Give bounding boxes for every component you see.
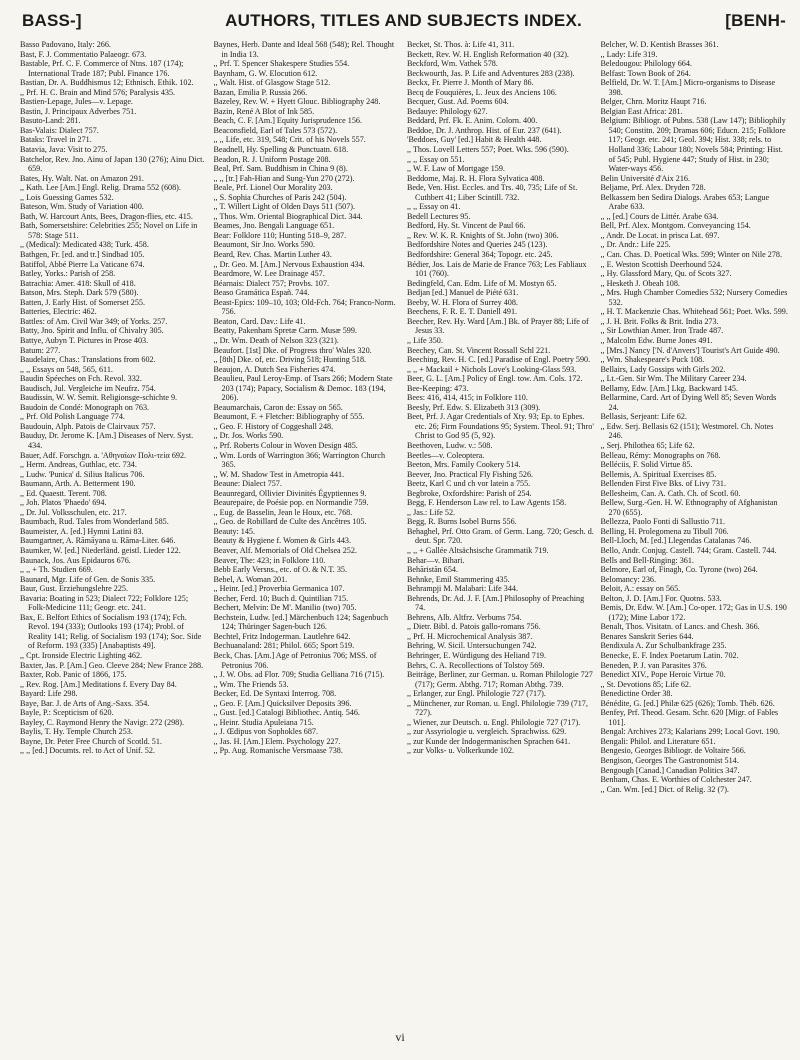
index-entry: ,, Wm. Shakespeare's Puck 108. xyxy=(600,355,705,365)
index-entry: Basuto-Land: 281. xyxy=(20,116,81,126)
header-title: AUTHORS, TITLES AND SUBJECTS INDEX. xyxy=(225,11,582,30)
index-entry: Baudisch, Jul. Vergleiche im Neufrz. 754. xyxy=(20,383,156,393)
index-entry: Bataks: Travel in 271. xyxy=(20,135,92,145)
index-entry: Batchelor, Rev. Jno. Ainu of Japan 130 (276); Ainu Dict. 659. xyxy=(20,154,205,174)
index-entry: ,, ,, [ed.] Cours de Littér. Arabe 634. xyxy=(600,211,719,221)
index-entry: ,, Dr. Jos. Works 590. xyxy=(213,431,284,441)
index-entry: Bayle, P.: Scepticism of 620. xyxy=(20,708,114,718)
index-entry: Begg, R. Burns Isobel Burns 556. xyxy=(407,517,517,527)
index-entry: Bavaria: Boating in 523; Dialect 722; Folklore 125; Folk-Medicine 111; Geogr. etc. 241. xyxy=(20,593,189,613)
index-entry: Bastien-Lepage, Jules—v. Lepage. xyxy=(20,97,133,107)
index-entry: Bedford, Hy. St. Vincent de Paul 66. xyxy=(407,221,526,231)
index-entry: Beecher, Rev. Hy. Ward [Am.] Bk. of Prayer 88; Life of Jesus 33. xyxy=(407,316,589,336)
index-entry: Beard, Rev. Chas. Martin Luther 43. xyxy=(213,250,332,260)
index-entry: Bee-Keeping: 473. xyxy=(407,383,469,393)
index-entry: Becquer, Gust. Ad. Poems 604. xyxy=(407,97,509,107)
index-entry: ,, S. Sophia Churches of Paris 242 (504). xyxy=(213,192,347,202)
index-entry: Beledougou: Philology 664. xyxy=(600,59,692,69)
index-entry: Behāristān 654. xyxy=(407,565,458,575)
index-entry: ,, Prf. Roberts Colour in Woven Design 485. xyxy=(213,440,358,450)
index-entry: ,, Lt.-Gen. Sir Wm. The Military Career 234. xyxy=(600,374,747,384)
index-entry: ,, Edw. Serj. Bellasis 62 (151); Westmorel. Ch. Notes 246. xyxy=(600,421,774,441)
index-entry: ,, Serj. Philothea 65; Life 62. xyxy=(600,440,695,450)
index-entry: Bazeley, Rev. W. + Hyett Glouc. Bibliography 248. xyxy=(213,97,381,107)
index-entry: Beiträge, Berliner, zur German. u. Roman Philologie 727 (717); Germ. Abthg. 717; Roman Abthg. 739. xyxy=(407,670,593,689)
index-entry: Begg, F. Henderson Law rel. to Law Agents 158. xyxy=(407,498,567,508)
index-entry: ,, Can. Wm. [ed.] Dict. of Relig. 32 (7). xyxy=(600,784,729,794)
index-entry: ,, Eug. de Basselin, Jean le Houx, etc. 768. xyxy=(213,507,353,517)
index-entry: Beever, Jno. Practical Fly Fishing 526. xyxy=(407,469,534,479)
index-entry: Behrs, C. A. Recollections of Tolstoy 569. xyxy=(407,660,545,670)
index-entry: Benecke, E. F. Index Poetarum Latin. 702. xyxy=(600,651,739,660)
index-entry: Bastin, J. Principaux Adverbes 751. xyxy=(20,106,137,116)
index-entry: Belcher, W. D. Kentish Brasses 361. xyxy=(600,40,719,49)
index-entry: ,, Ed. Quaestt. Terent. 708. xyxy=(20,488,107,498)
index-entry: Behaghel, Prf. Otto Gram. of Germ. Lang. 720; Gesch. d. deut. Spr. 720. xyxy=(407,526,594,546)
index-entry: ,, Geo. de Robillard de Culte des Ancêtres 105. xyxy=(213,517,367,527)
index-entry: Belmore, Earl of, Finagh, Co. Tyrone (two) 264. xyxy=(600,565,758,575)
index-column-4 xyxy=(601,40,789,1025)
index-entry: Baumbach, Rud. Tales from Wonderland 585. xyxy=(20,517,169,527)
index-entry: Bayard: Life 298. xyxy=(20,689,78,699)
index-entry: Baxter, Rob. Panic of 1866, 175. xyxy=(20,670,127,680)
index-entry: Bellemis, A. Spiritual Exercises 85. xyxy=(600,469,717,479)
index-entry: ,, Walt. Hist. of Glasgow Stage 512. xyxy=(213,78,331,88)
index-entry: ,, ,, [tr.] Fah-Hian and Sung-Yun 270 (272). xyxy=(213,173,355,183)
index-entry: ,, Cpt. Ironside Electric Lighting 462. xyxy=(20,651,143,660)
index-entry: ,, zur Assyriologie u. vergleich. Sprachwiss. 629. xyxy=(407,727,567,737)
index-entry: ,, Dr. Geo. M. [Am.] Nervous Exhaustion 434. xyxy=(213,259,365,269)
index-entry: Batley, Yorks.: Parish of 258. xyxy=(20,269,116,279)
index-entry: ,, Dr. Andr.: Life 225. xyxy=(600,240,671,250)
index-entry: ,, ,, + Gallée Altsächsische Grammatik 719. xyxy=(407,545,549,555)
index-entry: Bazin, René A Blot of Ink 585. xyxy=(213,106,315,116)
index-column-3 xyxy=(407,40,595,1025)
index-entry: Beaver, Alf. Memorials of Old Chelsea 252. xyxy=(213,545,357,555)
index-entry: Bas-Valais: Dialect 757. xyxy=(20,125,99,135)
index-entry: Bellew, Surg.-Gen. H. W. Ethnography of Afghanistan 270 (655). xyxy=(600,498,778,517)
index-entry: Batiffol, Abbé Pierre La Vaticane 674. xyxy=(20,259,145,269)
index-entry: Bauduy, Dr. Jerome K. [Am.] Diseases of Nerv. Syst. 434. xyxy=(20,431,194,450)
index-entry: Beet, Prf. J. Agar Credentials of Xty. 93; Ep. to Ephes. etc. 26; Firm Foundations 95; System. Theol. 91; Thro' Christ to God 95 (5, 92). xyxy=(407,412,594,441)
index-entry: Battles: of Am. Civil War 349; of Yorks. 257. xyxy=(20,316,168,326)
index-entry: Beardmore, W. Lee Drainage 457. xyxy=(213,269,325,279)
index-entry: Bendixula A. Zur Schulbankfrage 235. xyxy=(600,641,727,651)
index-entry: ,, Rev. Rog. [Am.] Meditations f. Every Day 84. xyxy=(20,679,177,689)
index-entry: Baudouin, Alph. Patois de Clairvaux 757. xyxy=(20,421,156,431)
index-entry: Belomancy: 236. xyxy=(600,574,657,584)
index-entry: ,, ,, Essay on 551. xyxy=(407,154,465,164)
index-entry: Bellenden First Five Bks. of Livy 731. xyxy=(600,479,726,489)
index-entry: Beaso Gramática Españ. 744. xyxy=(213,288,310,298)
index-entry: Baudelaire, Chas.: Translations from 602. xyxy=(20,355,156,365)
index-entry: Bath, W. Harcourt Ants, Bees, Dragon-flies, etc. 415. xyxy=(20,211,193,221)
index-entry: ,, Geo. F. [Am.] Quicksilver Deposits 396. xyxy=(213,698,352,708)
index-entry: Beauty & Hygiene f. Women & Girls 443. xyxy=(213,536,352,546)
index-entry: ,, Münchener, zur Roman. u. Engl. Philologie 739 (717, 727). xyxy=(407,698,588,718)
index-entry: Batteries, Electric: 462. xyxy=(20,307,97,317)
index-entry: ,, J. W. Obs. ad Flor. 709; Studia Gelliana 716 (715). xyxy=(213,670,385,680)
index-entry: ,, Prf. T. Spencer Shakespere Studies 554. xyxy=(213,59,350,69)
index-columns xyxy=(20,40,788,1025)
index-entry: ,, Wiener, zur Deutsch. u. Engl. Philologie 727 (717). xyxy=(407,717,581,727)
index-entry: Behnke, Emil Stammering 435. xyxy=(407,574,510,584)
index-entry: ,, Hy. Glassford Mary, Qu. of Scots 327. xyxy=(600,269,732,279)
index-entry: ,, H. T. Mackenzie Chas. Whitehead 561; Poet. Wks. 599. xyxy=(600,307,788,317)
index-entry: Beaumont, F. + Fletcher: Bibliography of 555. xyxy=(213,412,365,422)
index-entry: Bello, Andr. Conjug. Castell. 744; Gram. Castell. 744. xyxy=(600,545,777,555)
index-entry: ,, ,, Essay on 41. xyxy=(407,202,461,212)
index-entry: Begbroke, Oxfordshire: Parish of 254. xyxy=(407,488,532,498)
index-entry: Belger, Chrn. Moritz Haupt 716. xyxy=(600,97,707,107)
index-entry: Bellairs, Lady Gossips with Girls 202. xyxy=(600,364,726,374)
index-entry: Beaune: Dialect 757. xyxy=(213,479,282,489)
index-entry: Baudoin de Condé: Monograph on 763. xyxy=(20,402,150,412)
index-entry: ,, Lois Guessing Games 532. xyxy=(20,192,114,202)
index-entry: ,, Gust. [ed.] Catalogi Bibliothec. Antiq. 546. xyxy=(213,708,360,718)
index-entry: ,, Heinr. [ed.] Proverbia Germanica 107. xyxy=(213,584,345,594)
index-entry: ,, (Medical): Medicated 438; Turk. 458. xyxy=(20,240,149,250)
index-entry: Beauty: 145. xyxy=(213,526,256,536)
index-entry: Beechey, Can. St. Vincent Rossall Schl 221. xyxy=(407,345,551,355)
index-entry: Bechtel, Fritz Indogerman. Lautlehre 642. xyxy=(213,631,351,641)
index-entry: Bear: Folklore 110; Hunting 518–9, 287. xyxy=(213,230,347,240)
index-entry: Baumker, W. [ed.] Niederländ. geistl. Lieder 122. xyxy=(20,545,181,555)
index-entry: Behrends, Dr. Ad. J. F. [Am.] Philosophy of Preaching 74. xyxy=(407,593,585,613)
index-entry: Belin Université d'Aix 216. xyxy=(600,173,690,183)
header-right-range: [BENH- xyxy=(725,11,786,30)
index-entry: Bengison, Georges The Gastronomist 514. xyxy=(600,756,739,766)
index-entry: Bath, Somersetshire: Celebrities 255; Novel on Life in 578: Stage 511. xyxy=(20,221,198,240)
header-left-range: BASS-] xyxy=(22,11,82,30)
index-entry: Bedauye: Philology 627. xyxy=(407,106,488,116)
index-entry: Béarnais: Dialect 757; Provbs. 107. xyxy=(213,278,330,288)
index-entry: ,, Sir Lowthian Amer. Iron Trade 487. xyxy=(600,326,724,336)
index-entry: ,, Malcolm Edw. Burne Jones 491. xyxy=(600,335,713,345)
index-entry: Baunard, Mgr. Life of Gen. de Sonis 335. xyxy=(20,574,156,584)
index-entry: Bax, E. Belfort Ethics of Socialism 193 (174); Fch. Revol. 194 (333); Outlooks 193 (174); Probl. of Reality 141; Relig. of Socialism 193 (174); Soc. Side of Reform. 193 (335) [Anabaptists 49]. xyxy=(20,612,202,651)
index-entry: Baudin Spéeches on Fch. Revol. 332. xyxy=(20,374,142,384)
index-entry: ,, ,, + Mackail + Nichols Love's Looking-Glass 593. xyxy=(407,364,577,374)
index-entry: Beloit, A.: essay on 565. xyxy=(600,584,681,594)
index-entry: Batum: 277. xyxy=(20,345,61,355)
index-entry: Benalt, Thos. Visitatn. of Lancs. and Chesh. 366. xyxy=(600,622,760,632)
index-entry: ,, Wm. The Friends 53. xyxy=(213,679,289,689)
index-entry: ,, Mrs. Hugh Chamber Comedies 532; Nursery Comedies 532. xyxy=(600,288,788,307)
index-entry: Baumann, Arth. A. Betterment 190. xyxy=(20,479,136,489)
index-entry: Bastable, Prf. C. F. Commerce of Ntns. 187 (174); International Trade 187; Publ. Finance 176. xyxy=(20,59,184,78)
index-entry: Beaconsfield, Earl of Tales 573 (572). xyxy=(213,125,338,135)
index-entry: Behringer, E. Würdigung des Heliand 719. xyxy=(407,651,546,660)
index-entry: Baunack, Jos. Aus Epidauros 676. xyxy=(20,555,131,565)
index-entry: Beddoe, Dr. J. Anthrop. Hist. of Eur. 237 (641). xyxy=(407,125,562,135)
index-entry: ,, W. M. Shadow Test in Ametropia 441. xyxy=(213,469,345,479)
index-entry: Beaumarchais, Caron de: Essay on 565. xyxy=(213,402,343,412)
index-entry: Bell-Lloch, M. [ed.] Llegendas Catalanas 746. xyxy=(600,536,752,546)
index-entry: Batson, Mrs. Steph. Dark 579 (580). xyxy=(20,288,139,298)
index-entry: ,, Herm. Andreas, Guthlac, etc. 734. xyxy=(20,460,137,470)
index-entry: Becket, St. Thos. à: Life 41, 311. xyxy=(407,40,515,49)
index-entry: Benedict XIV., Pope Heroic Virtue 70. xyxy=(600,670,726,680)
index-entry: ,, Wm. Lords of Warrington 366; Warrington Church 365. xyxy=(213,450,386,470)
index-entry: Behrens, Alb. Altfrz. Verbums 754. xyxy=(407,612,522,622)
index-entry: Battye, Aubyn T. Pictures in Prose 403. xyxy=(20,335,149,345)
index-entry: Benham, Chas. E. Worthies of Colchester 247. xyxy=(600,775,752,785)
index-entry: Bells and Bell-Ringing: 361. xyxy=(600,555,694,565)
index-entry: Beaurepaire, de Poésie pop. en Normandie 759. xyxy=(213,498,369,508)
index-entry: ,, W. F. Law of Mortgage 159. xyxy=(407,164,505,174)
index-entry: Bechert, Melvin: De M'. Manilio (two) 705. xyxy=(213,603,357,613)
index-entry: Belkassem ben Sedira Dialogs. Arabes 653; Langue Arabe 633. xyxy=(600,192,770,212)
index-entry: Bateson, Wm. Study of Variation 400. xyxy=(20,202,144,212)
index-entry: Bengali: Philol. and Literature 651. xyxy=(600,736,716,746)
index-entry: Bengough [Canad.] Canadian Politics 347. xyxy=(600,765,740,775)
index-entry: Bedjan [ed.] Manuel de Piété 631. xyxy=(407,288,519,298)
index-entry: Batten, J. Early Hist. of Somerset 255. xyxy=(20,297,146,307)
index-entry: Batavia, Java: Visit to 275. xyxy=(20,145,108,155)
index-entry: Baynes, Herb. Dante and Ideal 568 (548); Rel. Thought in India 13. xyxy=(213,40,395,59)
index-column-1 xyxy=(20,40,208,1025)
index-entry: Benares Sanskrit Series 644. xyxy=(600,631,694,641)
index-entry: Beckford, Wm. Vathek 578. xyxy=(407,59,498,69)
index-entry: ,, Ludw. 'Punica' d. Silius Italicus 706. xyxy=(20,469,145,479)
index-entry: Beechens, F. R. E. T. Daniell 491. xyxy=(407,307,518,317)
index-entry: ,, Hesketh J. Obeah 108. xyxy=(600,278,680,288)
index-entry: Beal, Prf. Sam. Buddhism in China 9 (8). xyxy=(213,164,348,174)
index-entry: Becker, Ed. De Syntaxi Interrog. 708. xyxy=(213,689,337,699)
index-entry: ,, St. Devotions 85; Life 62. xyxy=(600,679,691,689)
index-entry: Belléciis, F. Solid Virtue 85. xyxy=(600,460,693,470)
index-entry: Beeby, W. H. Flora of Surrey 408. xyxy=(407,297,518,307)
index-entry: Bechuanaland: 281; Philol. 665; Sport 519. xyxy=(213,641,355,651)
index-entry: ,, Dietr. Bibl. d. Patois gallo-romans 756. xyxy=(407,622,541,632)
index-entry: Bazan, Emilia P. Russia 266. xyxy=(213,87,308,97)
index-entry: ,, Geo. F. History of Coggeshall 248. xyxy=(213,421,334,431)
index-entry: ,, ,, Life, etc. 319, 548; Crit. of his Novels 557. xyxy=(213,135,366,145)
index-entry: Bedell Lectures 95. xyxy=(407,211,471,221)
page-header xyxy=(22,6,786,36)
index-entry: Bebel, A. Woman 201. xyxy=(213,574,288,584)
index-entry: Beddard, Prf. Fk. E. Anim. Colorn. 400. xyxy=(407,116,538,126)
index-entry: Beadnell, Hy. Spelling & Punctuatn. 618. xyxy=(213,145,349,155)
index-entry: Bellamy, Edw. [Am.] Lkg. Backward 145. xyxy=(600,383,738,393)
index-entry: Bayley, C. Raymond Henry the Navigr. 272 (298). xyxy=(20,717,184,727)
index-entry: Baxter, Jas. P. [Am.] Geo. Cleeve 284; New France 288. xyxy=(20,660,204,670)
index-entry: ,, J. H. Brit. Folks & Brit. India 273. xyxy=(600,316,719,326)
index-entry: ,, Can. Chas. D. Poetical Wks. 599; Winter on Nile 278. xyxy=(600,250,782,260)
index-entry: Beetles—v. Coleoptera. xyxy=(407,450,485,460)
index-entry: Beast-Epics: 109–10, 103; Old-Fch. 764; Franco-Norm. 756. xyxy=(213,297,396,317)
page-number: vi xyxy=(395,1030,405,1044)
index-entry: Beer, G. L. [Am.] Policy of Engl. tow. Am. Cols. 172. xyxy=(407,374,583,384)
index-entry: ,, Kath. Lee [Am.] Engl. Relig. Drama 552 (608). xyxy=(20,183,181,193)
index-entry: Benfey, Prf. Theod. Gesam. Schr. 620 [Migr. of Fables 101]. xyxy=(600,708,779,727)
index-entry: Beck, Chas. [Am.] Age of Petronius 706; MSS. of Petronius 706. xyxy=(213,651,377,670)
index-entry: Bauer, Adf. Forschgn. a. 'Αθηναίων Πολι-τεία 692. xyxy=(20,450,187,460)
index-entry: Batty, Jno. Spirit and Influ. of Chivalry 305. xyxy=(20,326,164,336)
index-entry: Baylis, T. Hy. Temple Church 253. xyxy=(20,727,133,737)
index-entry: Bebb Early Versns., etc. of O. & N.T. 35. xyxy=(213,565,348,575)
index-entry: Beames, Jno. Bengali Language 651. xyxy=(213,221,335,231)
index-entry: Bayne, Dr. Peter Free Church of Scotld. 51. xyxy=(20,736,162,746)
index-entry: Baumgartner, A. Rāmāyana u. Rāma-Liter. 646. xyxy=(20,536,176,546)
index-entry: Belleau, Rémy: Monographs on 768. xyxy=(600,450,721,460)
index-entry: ,, Andr. De Locat. in prisca Lat. 697. xyxy=(600,230,720,240)
index-entry: Belgium: Bibliogr. of Pubns. 538 (Law 147); Bibliophily 540; Constitn. 209; Dramas 606; Educn. 215; Folklore 117; Geogr. etc. 241; Geol. 394; Hist. 338; rels. to Holland 336; Labour 180; Novels 584; Printing: Hist. of 545; Publ. Hygiene 447; Study of Hist. in 230; Water-ways 456. xyxy=(600,116,786,174)
index-entry: Batrachia: Amer. 418: Skull of 418. xyxy=(20,278,136,288)
index-entry: Bellarmine, Card. Art of Dying Well 85; Seven Words 24. xyxy=(600,393,777,412)
index-entry: Bénédite, G. [ed.] Philæ 625 (626); Tomb. Théb. 626. xyxy=(600,698,775,708)
index-entry: Beeton, Mrs. Family Cookery 514. xyxy=(407,460,521,470)
index-entry: Bedfordshire Notes and Queries 245 (123). xyxy=(407,240,548,250)
index-entry: Bechstein, Ludw. [ed.] Märchenbuch 124; Sagenbuch 124; Thüringer Sagen-buch 126. xyxy=(213,612,389,632)
index-entry: Bellesheim, Can. A. Cath. Ch. of Scotl. 60. xyxy=(600,488,741,498)
index-entry: Bengesio, Georges Bibliogr. de Voltaire 566. xyxy=(600,746,746,756)
index-entry: Bemis, Dr. Edw. W. [Am.] Co-oper. 172; Gas in U.S. 190 (172); Mine Labor 172. xyxy=(600,603,787,622)
index-entry: Beatty, Pakenham Spretæ Carm. Musæ 599. xyxy=(213,326,357,336)
index-entry: Beaton, Card. Dav.: Life 41. xyxy=(213,316,306,326)
index-entry: Beeching, Rev. H. C. [ed.] Paradise of Engl. Poetry 590. xyxy=(407,355,591,365)
index-entry: Beckett, Rev. W. H. English Reformation 40 (32). xyxy=(407,49,569,59)
index-entry: 'Beddoes, Guy' [ed.] Habit & Health 448. xyxy=(407,135,542,145)
index-entry: Bedfordshire: General 364; Topogr. etc. 245. xyxy=(407,250,553,260)
index-entry: Baur, Gust. Erziehungslehre 225. xyxy=(20,584,128,594)
index-entry: Bengal: Archives 273; Kalarians 299; Local Govt. 190. xyxy=(600,727,780,737)
index-entry: Bellezza, Paolo Fonti di Sallustio 711. xyxy=(600,517,725,527)
index-entry: Beneden, P. J. van Parasites 376. xyxy=(600,660,707,670)
index-entry: Beale, Prf. Lionel Our Morality 203. xyxy=(213,183,333,193)
index-entry: ,, Dr. Jul. Volksschulen, etc. 217. xyxy=(20,507,127,517)
index-entry: Benedictine Order 38. xyxy=(600,689,673,699)
index-entry: Belfield, Dr. W. T. [Am.] Micro-organisms to Disease 398. xyxy=(600,78,776,97)
index-entry: Bédier, Jos. Lais de Marie de France 763; Les Fabliaux 101 (760). xyxy=(407,259,587,279)
index-entry: Baynham, G. W. Elocution 612. xyxy=(213,68,318,78)
index-entry: ,, Pp. Aug. Romanische Versmaase 738. xyxy=(213,746,343,756)
index-entry: Behar—v. Bihari. xyxy=(407,555,465,565)
index-entry: ,, Prf. Old Polish Language 774. xyxy=(20,412,125,422)
index-entry: Becq de Fouquières, L. Jeux des Anciens 106. xyxy=(407,87,557,97)
index-entry: ,, Dr. Wm. Death of Nelson 323 (321). xyxy=(213,335,339,345)
index-entry: ,, Jas.: Life 52. xyxy=(407,507,456,517)
index-entry: Baumeister, A. [ed.] Hymni Latini 83. xyxy=(20,526,144,536)
index-entry: ,, Heinr. Studia Apuleiana 715. xyxy=(213,717,314,727)
index-entry: Bedingfeld, Can. Edm. Life of M. Mostyn 65. xyxy=(407,278,557,288)
index-entry: ,, Thos. Lovell Letters 557; Poet. Wks. 596 (590). xyxy=(407,145,569,155)
index-entry: Beckwourth, Jas. P. Life and Adventures 283 (238). xyxy=(407,68,575,78)
index-entry: ,, zur Volks- u. Volkerkunde 102. xyxy=(407,746,515,756)
index-entry: Beckx, Fr. Pierre J. Month of Mary 86. xyxy=(407,78,534,88)
index-entry: Belton, J. D. [Am.] For. Quotns. 533. xyxy=(600,593,722,603)
index-entry: ,, Prf. H. Microchemical Analysis 387. xyxy=(407,631,533,641)
index-entry: ,, [8th] Dke. of, etc. Driving 518; Hunting 518. xyxy=(213,355,367,365)
index-entry: Bellasis, Serjeant: Life 62. xyxy=(600,412,687,422)
index-entry: ,, T. Willert Light of Olden Days 511 (507). xyxy=(213,202,356,212)
index-entry: Beaunregard, Ollivier Divinités Égyptiennes 9. xyxy=(213,488,367,498)
index-entry: Beetz, Karl C und ch vor latein a 755. xyxy=(407,479,531,489)
index-entry: Beadon, R. J. Uniform Postage 208. xyxy=(213,154,331,164)
index-entry: ,, Lady: Life 319. xyxy=(600,49,658,59)
index-entry: Beddome, Maj. R. H. Flora Sylvatica 408. xyxy=(407,173,545,183)
index-entry: ,, ,, Essays on 548, 565, 611. xyxy=(20,364,113,374)
index-entry: ,, Erlanger, zur Engl. Philologie 727 (717). xyxy=(407,689,546,699)
index-entry: Bates, Hy. Walt. Nat. on Amazon 291. xyxy=(20,173,144,183)
index-entry: Beaumont, Sir Jno. Works 590. xyxy=(213,240,315,250)
index-entry: Bast, F. J. Commentatio Palaeogr. 673. xyxy=(20,49,147,59)
index-entry: Beaufort. [1st] Dke. of Progress thro' Wales 320. xyxy=(213,345,372,355)
index-entry: Bathgen, Fr. [ed. and tr.] Sindbad 105. xyxy=(20,250,145,260)
index-entry: ,, ,, + Th. Studien 669. xyxy=(20,565,93,575)
index-entry: Belgian East Africa: 281. xyxy=(600,106,683,116)
index-entry: Beethoven, Ludw. v.: 508. xyxy=(407,440,493,450)
index-entry: ,, Jas. H. [Am.] Elem. Psychology 227. xyxy=(213,736,341,746)
index-entry: ,, Thos. Wm. Oriental Biographical Dict. 344. xyxy=(213,211,363,221)
index-entry: ,, Joh. Platos 'Phaedo' 694. xyxy=(20,498,107,508)
index-entry: Bastian, Dr. A. Buddhismus 12; Ethnisch. Ethik. 102. xyxy=(20,78,194,88)
index-entry: Bell, Prf. Alex. Montgom. Conveyancing 154. xyxy=(600,221,751,231)
index-entry: ,, Life 350. xyxy=(407,335,443,345)
index-entry: ,, zur Kunde der Indogermanischen Sprachen 641. xyxy=(407,736,571,746)
index-entry: Belling, H. Prolegomena zu Tibull 706. xyxy=(600,526,729,536)
index-entry: Belfast: Town Book of 264. xyxy=(600,68,691,78)
index-entry: ,, E. Weston Scottish Deerhound 524. xyxy=(600,259,723,269)
index-entry: ,, Rev. W. K. R. Knights of St. John (two) 306. xyxy=(407,230,559,240)
index-entry: Beaujon, A. Dutch Sea Fisheries 474. xyxy=(213,364,336,374)
index-entry: Basso Padovano, Italy: 266. xyxy=(20,40,111,49)
index-entry: Beaulieu, Paul Leroy-Emp. of Tsars 266; Modern State 203 (174); Papacy, Socialism & Democ. 183 (194, 206). xyxy=(213,374,393,403)
index-entry: Beesly, Prf. Edw. S. Elizabeth 313 (309). xyxy=(407,402,541,412)
index-entry: Bede, Ven. Hist. Eccles. and Trs. 40, 735; Life of St. Cuthbert 41; Liber Scintill. 732. xyxy=(407,183,578,202)
index-entry: Beljame, Prf. Alex. Dryden 728. xyxy=(600,183,706,193)
index-entry: Baudissin, W. W. Semit. Religionsge-schichte 9. xyxy=(20,393,178,403)
index-entry: ,, Prf. H. C. Brain and Mind 576; Paralysis 435. xyxy=(20,87,176,97)
index-column-2 xyxy=(214,40,402,1025)
index-entry: Baye, Bar. J. de Arts of Ang.-Saxs. 354. xyxy=(20,698,150,708)
index-entry: Beaver, The: 423; in Folklore 110. xyxy=(213,555,326,565)
index-entry: ,, J. Œdipus von Sophokles 687. xyxy=(213,727,319,737)
index-entry: Beach, C. F. [Am.] Equity Jurisprudence 156. xyxy=(213,116,363,126)
index-entry: Behring, W. Sicil. Untersuchungen 742. xyxy=(407,641,537,651)
index-entry: Becher, Ferd. 10; Buch d. Quintilian 715. xyxy=(213,593,349,603)
index-entry: ,, ,, [ed.] Documts. rel. to Act of Unif. 52. xyxy=(20,746,155,756)
index-entry: Behrampji M. Malabari: Life 344. xyxy=(407,584,519,594)
index-entry: Bees: 416, 414, 415; in Folklore 110. xyxy=(407,393,528,403)
index-entry: ,, [Mrs.] Nancy ['N. d'Anvers'] Tourist's Art Guide 490. xyxy=(600,345,780,355)
